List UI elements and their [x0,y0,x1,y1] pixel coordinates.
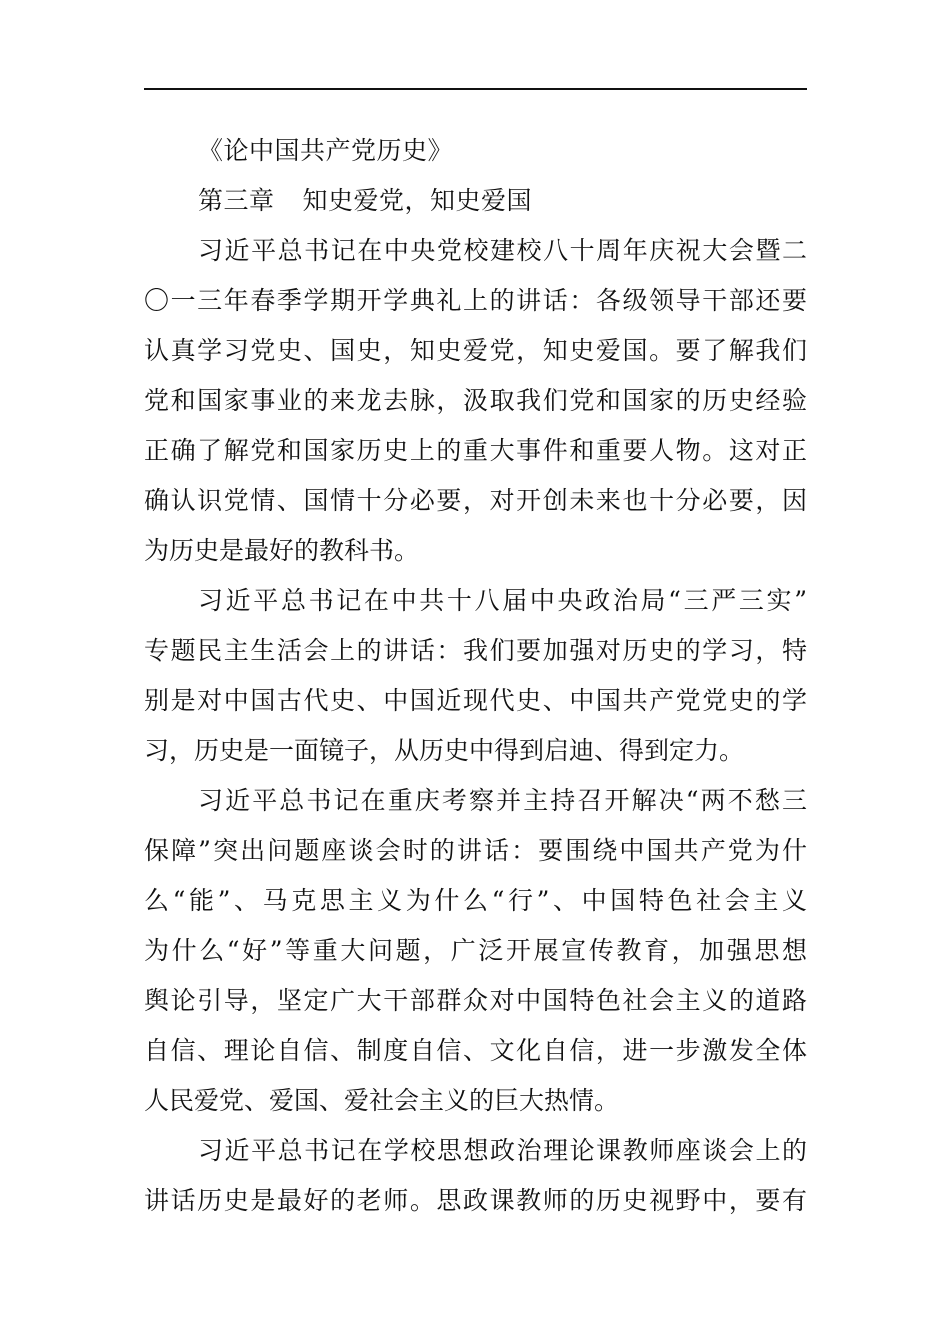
paragraph-line: 舆论引导，坚定广大干部群众对中国特色社会主义的道路 [144,986,807,1015]
paragraph-line: 讲话历史是最好的老师。思政课教师的历史视野中，要有 [144,1186,807,1215]
paragraph-1 [144,226,807,576]
paragraph-4 [144,1126,807,1226]
paragraph-line: 人民爱党、爱国、爱社会主义的巨大热情。 [144,1086,620,1115]
paragraph-line: 保障”突出问题座谈会时的讲话：要围绕中国共产党为什 [144,836,807,865]
paragraph-line: 正确了解党和国家历史上的重大事件和重要人物。这对正 [144,436,807,465]
paragraph-line: 习近平总书记在重庆考察并主持召开解决“两不愁三 [198,786,807,815]
paragraph-line: 〇一三年春季学期开学典礼上的讲话：各级领导干部还要 [144,286,807,315]
chapter-heading [144,176,807,226]
header-rule [144,88,807,90]
paragraph-line: 自信、理论自信、制度自信、文化自信，进一步激发全体 [144,1036,807,1065]
paragraph-line: 么“能”、马克思主义为什么“行”、中国特色社会主义 [144,886,807,915]
paragraph-line: 确认识党情、国情十分必要，对开创未来也十分必要，因 [144,486,807,515]
paragraph-line: 别是对中国古代史、中国近现代史、中国共产党党史的学 [144,686,807,715]
paragraph-line: 习，历史是一面镜子，从历史中得到启迪、得到定力。 [144,736,745,765]
paragraph-line: 为什么“好”等重大问题，广泛开展宣传教育，加强思想 [144,936,807,965]
chapter-label: 第三章 [198,186,275,215]
book-title: 《论中国共产党历史》 [198,136,454,165]
document-body [144,126,807,1226]
paragraph-2 [144,576,807,776]
paragraph-line: 为历史是最好的教科书。 [144,536,420,565]
paragraph-line: 专题民主生活会上的讲话：我们要加强对历史的学习，特 [144,636,807,665]
paragraph-line: 党和国家事业的来龙去脉，汲取我们党和国家的历史经验 [144,386,807,415]
paragraph-line: 习近平总书记在中共十八届中央政治局“三严三实” [198,586,807,615]
paragraph-line: 习近平总书记在中央党校建校八十周年庆祝大会暨二 [198,236,807,265]
paragraph-3 [144,776,807,1126]
paragraph-line: 习近平总书记在学校思想政治理论课教师座谈会上的 [198,1136,807,1165]
paragraph-line: 认真学习党史、国史，知史爱党，知史爱国。要了解我们 [144,336,807,365]
chapter-title: 知史爱党，知史爱国 [302,186,533,215]
